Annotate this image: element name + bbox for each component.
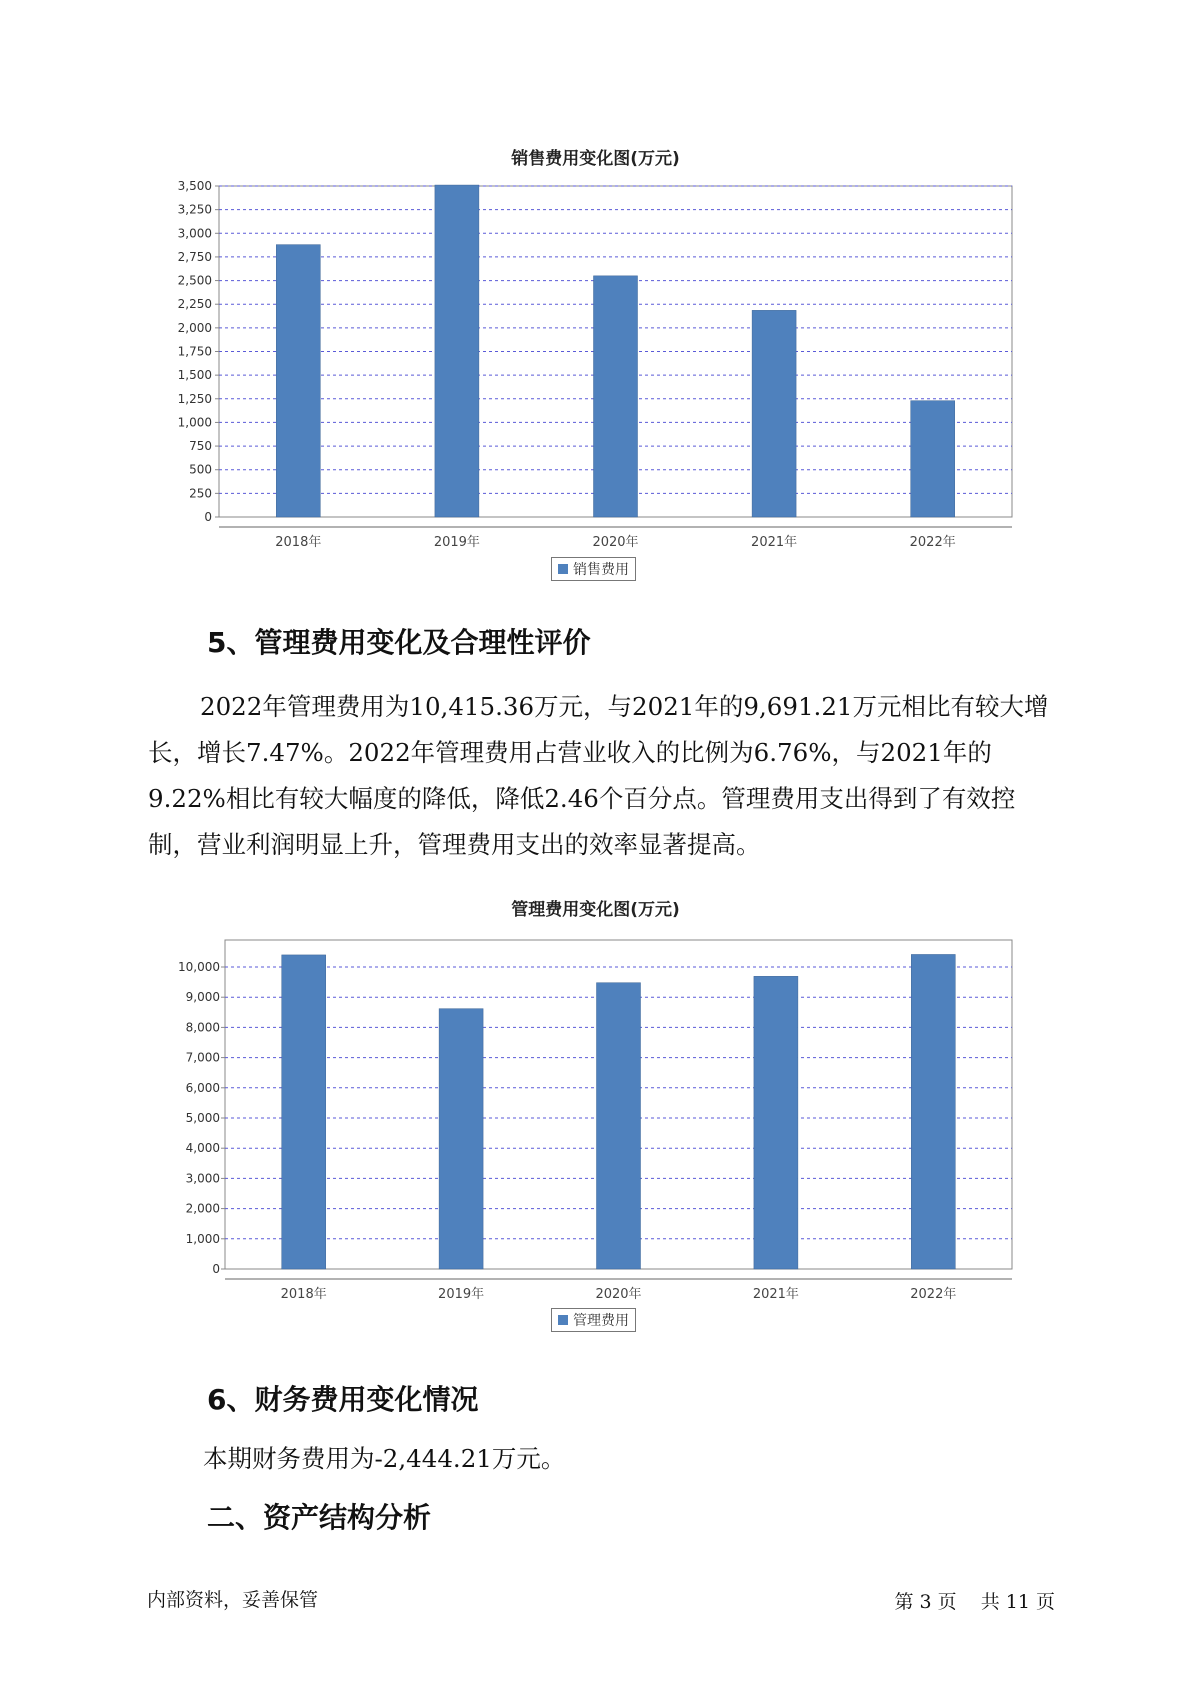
total-unit: 页 — [1035, 1591, 1055, 1613]
y-tick-label: 1,000 — [185, 1231, 220, 1246]
x-tick-label: 2019年 — [433, 535, 480, 550]
y-tick-label: 500 — [189, 462, 212, 477]
total-prefix: 共 — [980, 1591, 1000, 1613]
bar — [439, 1009, 483, 1269]
y-tick-label: 7,000 — [185, 1050, 220, 1065]
y-tick-label: 5,000 — [185, 1111, 220, 1125]
x-tick-label: 2021年 — [752, 1287, 799, 1302]
x-tick-label: 2022年 — [909, 535, 956, 550]
x-tick-label: 2022年 — [910, 1287, 957, 1302]
page-number: 3 — [919, 1591, 932, 1613]
y-tick-label: 2,000 — [177, 320, 212, 335]
page-unit: 页 — [937, 1591, 957, 1613]
chart-legend — [551, 1308, 636, 1332]
y-tick-label: 10,000 — [178, 960, 220, 974]
x-tick-label: 2020年 — [592, 535, 639, 550]
y-tick-label: 2,500 — [177, 273, 212, 288]
x-tick-label: 2018年 — [275, 535, 322, 550]
footer-page-info — [892, 1587, 1058, 1614]
page-prefix: 第 — [894, 1591, 914, 1613]
x-tick-label: 2019年 — [438, 1287, 485, 1302]
y-tick-label: 4,000 — [185, 1141, 220, 1156]
legend-swatch — [558, 1315, 568, 1325]
y-tick-label: 750 — [189, 439, 212, 454]
y-tick-label: 2,000 — [185, 1201, 220, 1216]
bar — [597, 983, 641, 1269]
y-tick-label: 8,000 — [185, 1020, 220, 1035]
footer-confidential-note: 内部资料，妥善保管 — [147, 1589, 319, 1611]
legend-label: 销售费用 — [573, 562, 629, 578]
y-tick-label: 9,000 — [185, 990, 220, 1005]
y-tick-label: 6,000 — [185, 1080, 220, 1095]
section-6-paragraph: 本期财务费用为-2,444.21万元。 — [203, 1444, 566, 1473]
y-tick-label: 1,000 — [177, 415, 212, 430]
total-pages: 11 — [1005, 1591, 1030, 1613]
y-tick-label: 3,000 — [177, 226, 212, 241]
section-6-heading: 6、财务费用变化情况 — [207, 1383, 479, 1416]
y-tick-label: 0 — [204, 510, 212, 524]
y-tick-label: 3,250 — [177, 202, 212, 217]
x-tick-label: 2020年 — [595, 1287, 642, 1302]
section-5-paragraph: 2022年管理费用为10,415.36万元，与2021年的9,691.21万元相比有较大增长，增长7.47%。2022年管理费用占营业收入的比例为6.76%，与2021年的9.22%相比有较大幅度的降低，降低2.46个百分点。管理费用支出得到了有效控制，营业利润明显上升，管理费用支出的效率显著提高。 — [148, 692, 1049, 859]
chart-title: 管理费用变化图(万元) — [511, 900, 680, 920]
y-tick-label: 3,500 — [177, 179, 212, 193]
y-tick-label: 2,250 — [177, 297, 212, 312]
bar — [754, 976, 798, 1269]
y-tick-label: 0 — [212, 1262, 220, 1276]
x-tick-label: 2018年 — [280, 1287, 327, 1302]
x-tick-label: 2021年 — [751, 535, 798, 550]
chart-title: 销售费用变化图(万元) — [511, 149, 680, 169]
bar — [911, 954, 955, 1269]
bar — [282, 955, 326, 1269]
y-tick-label: 3,000 — [185, 1171, 220, 1186]
section-two-heading: 二、资产结构分析 — [207, 1501, 432, 1534]
y-tick-label: 250 — [189, 486, 212, 501]
y-tick-label: 1,500 — [177, 368, 212, 383]
y-tick-label: 1,750 — [177, 344, 212, 359]
y-tick-label: 1,250 — [177, 391, 212, 406]
y-tick-label: 2,750 — [177, 249, 212, 264]
legend-label: 管理费用 — [573, 1313, 629, 1329]
section-5-heading: 5、管理费用变化及合理性评价 — [207, 626, 591, 659]
